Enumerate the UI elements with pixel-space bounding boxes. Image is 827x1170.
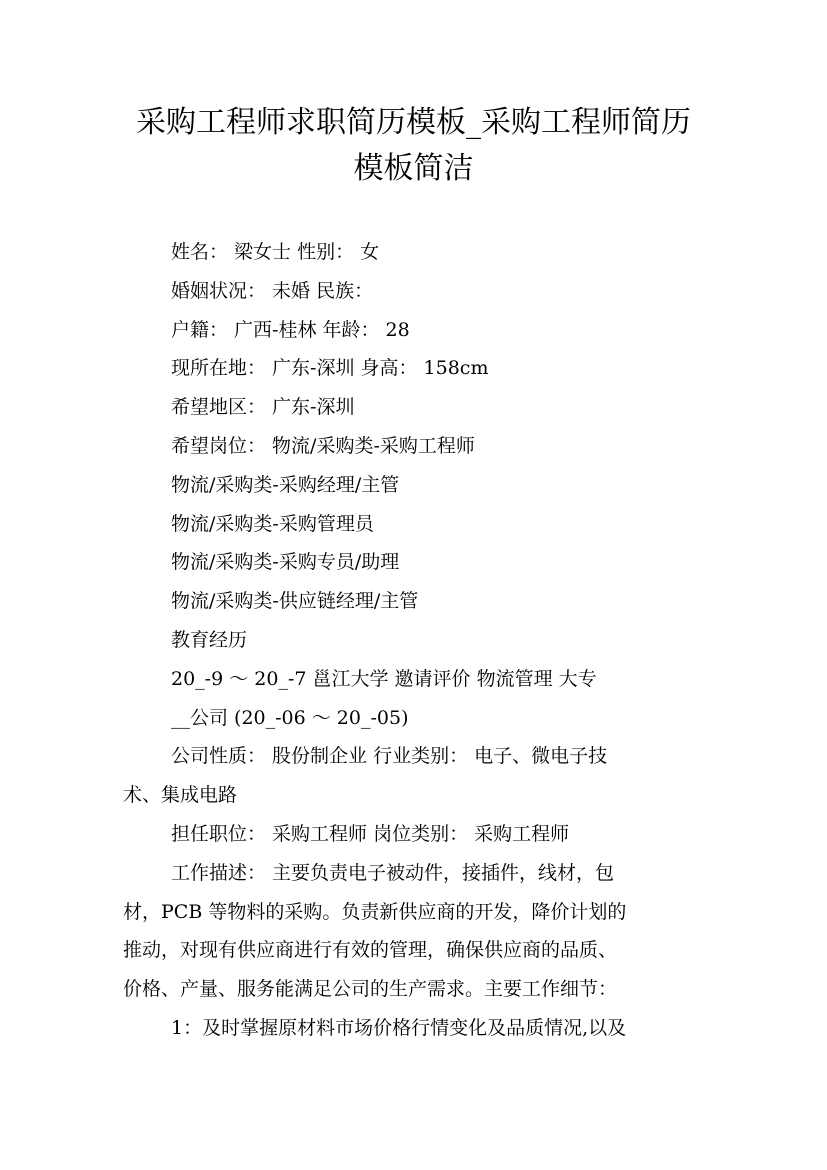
body-line: 工作描述： 主要负责电子被动件，接插件，线材，包 <box>171 861 615 884</box>
body-line: 婚姻状况： 未婚 民族： <box>171 279 374 302</box>
body-line: 20_-9 ～ 20_-7 邕江大学 邀请评价 物流管理 大专 <box>171 667 597 690</box>
body-line: 材，PCB 等物料的采购。负责新供应商的开发，降价计划的 <box>123 900 627 923</box>
body-line: 希望地区： 广东-深圳 <box>171 396 355 419</box>
body-line: 姓名： 梁女士 性别： 女 <box>171 241 380 263</box>
body-line: 担任职位： 采购工程师 岗位类别： 采购工程师 <box>171 822 570 845</box>
body-line: 推动，对现有供应商进行有效的管理，确保供应商的品质、 <box>123 939 618 962</box>
body-line: 物流/采购类-采购管理员 <box>171 512 374 535</box>
body-line: 教育经历 <box>171 628 248 651</box>
body-line: 价格、产量、服务能满足公司的生产需求。主要工作细节： <box>123 978 618 1001</box>
title-line-1: 采购工程师求职简历模板_采购工程师简历 <box>136 105 691 140</box>
body-line: 术、集成电路 <box>123 784 238 807</box>
body-line: __公司 (20_-06 ～ 20_-05) <box>171 706 409 729</box>
body-line: 希望岗位： 物流/采购类-采购工程师 <box>171 434 475 457</box>
body-line: 现所在地： 广东-深圳 身高： 158cm <box>171 357 489 380</box>
document-body <box>123 233 713 1048</box>
body-line: 物流/采购类-供应链经理/主管 <box>171 590 419 613</box>
title-line-2: 模板简洁 <box>353 151 474 186</box>
body-line: 户籍： 广西-桂林 年龄： 28 <box>171 318 410 341</box>
body-line: 1：及时掌握原材料市场价格行情变化及品质情况,以及 <box>171 1016 627 1039</box>
document-title <box>100 103 727 195</box>
body-line: 物流/采购类-采购专员/助理 <box>171 551 400 574</box>
body-line: 物流/采购类-采购经理/主管 <box>171 473 400 496</box>
body-line: 公司性质： 股份制企业 行业类别： 电子、微电子技 <box>171 745 608 768</box>
